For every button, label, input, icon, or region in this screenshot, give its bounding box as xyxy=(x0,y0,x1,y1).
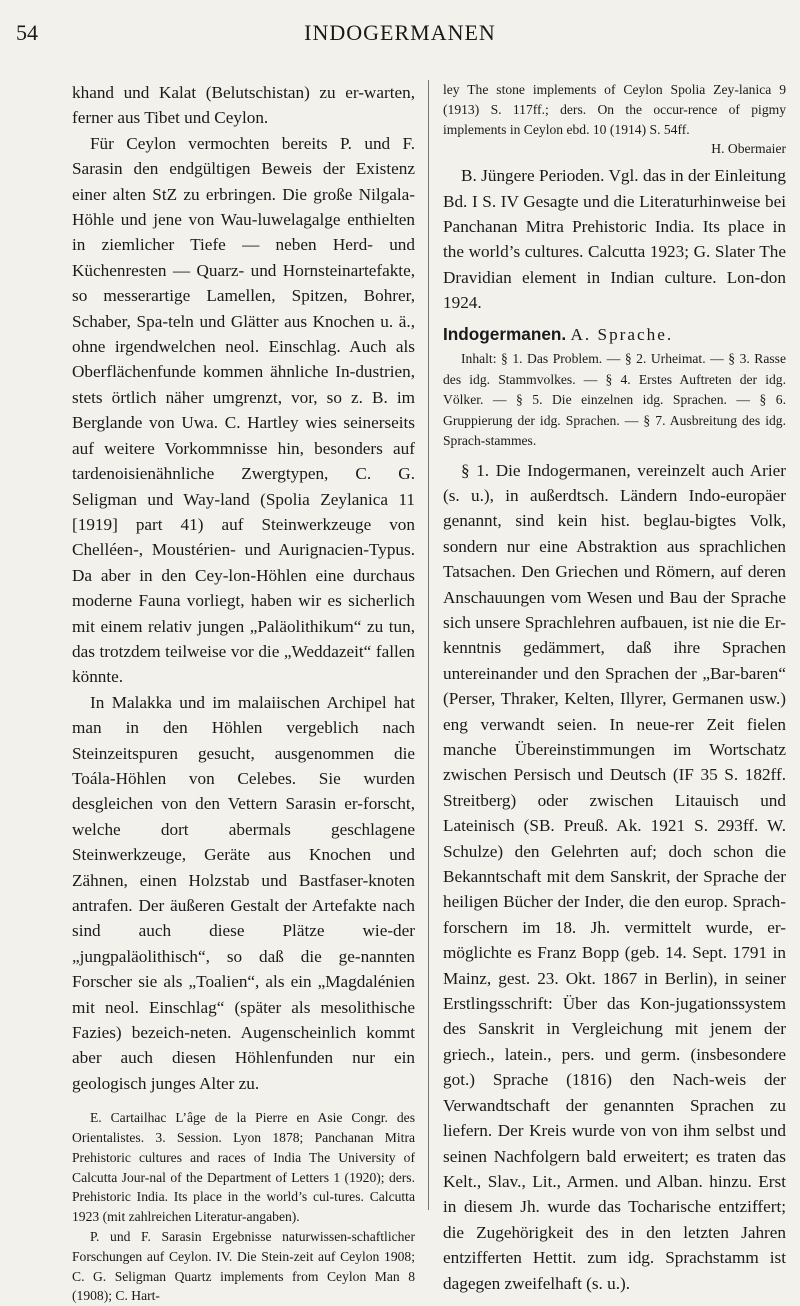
paragraph-malakka: In Malakka und im malaiischen Archipel hat man in den Höhlen vergeblich nach Steinzeitspuren gesucht, ausgenommen die Toála-Höhlen von Celebes. Sie wurden desgleichen von den Vettern Sarasin er-forscht, welche dort abermals geschlagene Steinwerkzeuge, Geräte aus Knochen und Zähnen, einen Holzstab und Bastfaser-knoten antrafen. Der äußeren Gestalt der Artefakte nach sind auch diese Plätze wie-der „jungpaläolithisch“, so daß die ge-nannten Forscher sie als „Toalien“, als ein „Magdalénien mit neol. Einschlag“ (später als mesolithische Fazies) bezeich-neten. Augenscheinlich kommt aber auch diesen Höhlenfunden nur ein geologisch junges Alter zu. xyxy=(72,692,415,1093)
reference-cartailhac: E. Cartailhac L’âge de la Pierre en Asie Congr. des Orientalistes. 3. Session. Lyon 1878; Panchanan Mitra Prehistoric cultures and races of India The University of Calcutta Jour-nal of the Department of Letters 1 (1920); ders. Prehistoric India. Its place in the world’s cul-tures. Calcutta 1923 (mit zahlreichen Literatur-angaben). xyxy=(72,1110,415,1225)
paragraph-juengere-perioden: B. Jüngere Perioden. Vgl. das in der Einleitung Bd. I S. IV Gesagte und die Literaturhinweise bei Panchanan Mitra Prehistoric India. Its place in the world’s cultures. Calcutta 1923; G. Slater The Dravidian element in Indian culture. Lon-don 1924. xyxy=(443,166,786,313)
paragraph-continuation: khand und Kalat (Belutschistan) zu er-warten, ferner aus Tibet und Ceylon. xyxy=(72,83,415,128)
paragraph-section-1: § 1. Die Indogermanen, vereinzelt auch Arier (s. u.), in außerdtsch. Ländern Indo-europäer genannt, sind kein hist. beglau-bigtes Volk, sondern nur eine Abstraktion aus sprachlichen Tatsachen. Den Griechen und Römern, auf deren Anschauungen vom Wesen und Bau der Sprache sich unsere Sprachlehren aufbauen, ist nie die Er-kenntnis gedämmert, daß ihre Sprachen untereinander und den Sprachen der „Bar-baren“ (Perser, Thraker, Kelten, Illyrer, Germanen usw.) eng verwandt seien. In neue-rer Zeit fielen manche Übereinstimmungen im Wortschatz zwischen Persisch und Deutsch (IF 35 S. 182ff. Streitberg) oder zwischen Litauisch und Lateinisch (SB. Preuß. Ak. 1921 S. 293ff. W. Schulze) den Gelehrten auf; doch schon die Bekanntschaft mit dem Sanskrit, der Sprache der heiligen Bücher der Inder, die den europ. Sprach-forschern im 18. Jh. vermittelt wurde, er-möglichte es Franz Bopp (geb. 14. Sept. 1791 in Mainz, gest. 23. Okt. 1867 in Berlin), in seiner Erstlingsschrift: Über das Kon-jugationssystem des Sanskrit in Vergleichung mit jenem der griech., latein., pers. und germ. (insbesondere got.) Sprache (1816) den Nach-weis der Verwandtschaft der genannten Sprachen zu liefern. Der Kreis wurde von von ihm selbst und seinen Nachfolgern bald erweitert; es traten das Kelt., Slav., Lit., Armen. und Alban. hinzu. Erst in diesem Jh. wurde das Tocharische entziffert; die Zugehörigkeit des in den letzten Jahren entzifferten Hettit. zum idg. Sprachstamm ist dagegen zweifelhaft (s. u.). xyxy=(443,460,786,1293)
right-column xyxy=(443,80,786,1296)
reference-author: H. Obermaier xyxy=(711,141,786,157)
reference-sarasin: P. und F. Sarasin Ergebnisse naturwissen-schaftlicher Forschungen auf Ceylon. IV. Die Stein-zeit auf Ceylon 1908; C. G. Seligman Quartz implements from Ceylon Man 8 (1908); C. Hart- xyxy=(72,1229,415,1304)
section-title: Indogermanen. xyxy=(443,323,567,344)
page-header xyxy=(0,20,800,50)
running-title: INDOGERMANEN xyxy=(304,20,496,45)
page-number: 54 xyxy=(16,20,38,45)
reference-continuation xyxy=(443,80,786,139)
contents-list: Inhalt: § 1. Das Problem. — § 2. Urheimat. — § 3. Rasse des idg. Stammvolkes. — § 4. Erstes Auftreten der idg. Völker. — § 5. Die einzelnen idg. Sprachen. — § 6. Gruppierung der idg. Sprachen. — § 7. Ausbreitung des idg. Sprach-stammes. xyxy=(443,351,786,449)
section-heading xyxy=(443,322,786,347)
reference-hartley-text: ley The stone implements of Ceylon Spolia Zey-lanica 9 (1913) S. 117ff.; ders. On the occur-rence of pigmy implements in Ceylon ebd. 10 (1914) S. 54ff. xyxy=(443,82,786,137)
left-column xyxy=(72,80,415,1306)
section-subtitle: A. Sprache. xyxy=(570,324,674,344)
column-divider xyxy=(428,80,429,1210)
paragraph-ceylon: Für Ceylon vermochten bereits P. und F. Sarasin den endgültigen Beweis der Existenz einer alten StZ zu erbringen. Die große Nilgala-Höhle und jene von Wau-luwelagalge enthielten in ziemlicher Tiefe — neben Herd- und Küchenresten — Quarz- und Hornsteinartefakte, so messerartige Lamellen, Spitzen, Bohrer, Schaber, Spa-teln und Glätter aus Knochen u. ä., ohne irgendwelchen neol. Einschlag. Auch als Oberflächenfunde kommen ähnliche In-dustrien, stets örtlich näher umgrenzt, vor, so z. B. im Berglande von Uwa. C. Hartley wies seinerseits auf weitere Vorkommnisse hin, besonders auf tardenoisienähnliche Zwergtypen, C. G. Seligman und Way-land (Spolia Zeylanica 11 [1919] part 41) auf Steinwerkzeuge von Chelléen-, Moustérien- und Aurignacien-Typus. Da aber in den Cey-lon-Höhlen eine durchaus moderne Fauna vorliegt, haben wir es sicherlich mit einem relativ jungen „Paläolithikum“ zu tun, das trotzdem teilweise vor die „Weddazeit“ fallen könnte. xyxy=(72,133,415,687)
